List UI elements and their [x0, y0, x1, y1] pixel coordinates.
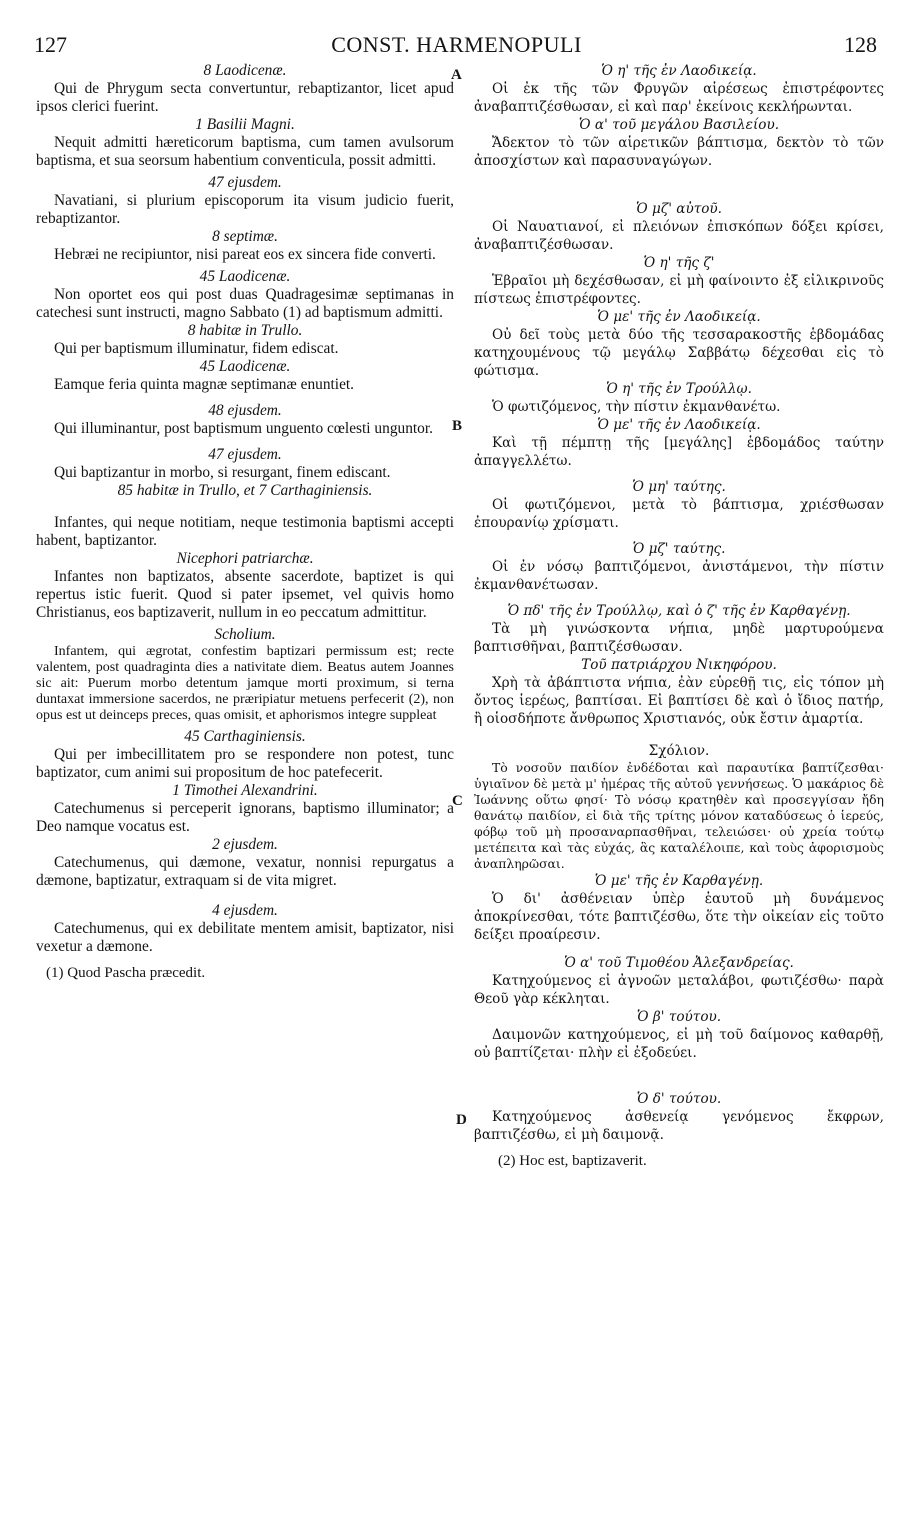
margin-marker-c: C [452, 793, 463, 809]
canon-heading: Ὁ η' τῆς ζ' [643, 255, 715, 271]
canon-heading: Ὁ α' τοῦ μεγάλου Βασιλείου. [578, 117, 780, 133]
canon-heading: 47 ejusdem. [208, 446, 282, 463]
canon-text: Catechumenus, qui dæmone, vexatur, nonnisi repurgatus a dæmone, baptizatur, extraquam si de vita migret. [36, 854, 454, 889]
latin-canon-8 [36, 402, 454, 438]
canon-heading: Ὁ μη' ταύτης. [632, 479, 726, 495]
canon-text: Οἱ ἐκ τῆς τῶν Φρυγῶν αἱρέσεως ἐπιστρέφοντες ἀναβαπτιζέσθωσαν, εἰ καὶ παρ' ἐκείνοις κεκλήρωνται. [474, 81, 884, 115]
canon-text: Ἄδεκτον τὸ τῶν αἱρετικῶν βάπτισμα, δεκτὸν τὸ τῶν ἀποσχίστων καὶ παρασυναγώγων. [474, 135, 884, 169]
margin-marker-d: D [456, 1112, 467, 1128]
canon-text: Ὁ φωτιζόμενος, τὴν πίστιν ἐκμανθανέτω. [492, 399, 781, 415]
canon-heading: 1 Timothei Alexandrini. [172, 782, 318, 799]
greek-canon-6 [474, 380, 884, 416]
canon-text: Infantem, qui ægrotat, confestim baptizari permissum est; recte valentem, post quadraginta dies a nativitate diem. Beatus autem Joannes sic ait: Puerum morbo detentum jamque morti proximum, si terna duntaxat immersione sacerdos, ne præripiatur metuens perfecerit (2), non opus est ut deinceps preces, quas omisit, et aphorismos integre suppleat [36, 644, 454, 723]
footnote-left: (1) Quod Pascha præcedit. [46, 965, 206, 981]
greek-canon-1 [474, 62, 884, 116]
latin-canon-4 [36, 228, 454, 264]
canon-text: Eamque feria quinta magnæ septimanæ enuntiet. [54, 376, 355, 393]
footnote-right: (2) Hoc est, baptizaverit. [498, 1153, 647, 1169]
canon-text: Catechumenus, qui ex debilitate mentem amisit, baptizator, nisi vexetur a dæmone. [36, 920, 454, 955]
greek-canon-15 [474, 1008, 884, 1062]
canon-text: Τὰ μὴ γινώσκοντα νήπια, μηδὲ μαρτυρούμενα βαπτισθῆναι, βαπτιζέσθωσαν. [474, 621, 884, 655]
canon-heading: 8 septimæ. [212, 228, 278, 245]
canon-heading: Ὁ α' τοῦ Τιμοθέου Ἀλεξανδρείας. [564, 955, 794, 971]
greek-canon-2 [474, 116, 884, 170]
latin-column [36, 62, 454, 982]
latin-canon-9 [36, 446, 454, 482]
canon-heading: 8 habitæ in Trullo. [187, 322, 303, 339]
page-number-left: 127 [34, 32, 67, 57]
canon-heading: Scholium. [214, 626, 276, 643]
canon-heading: 45 Laodicenæ. [199, 268, 291, 285]
canon-text: Catechumenus si perceperit ignorans, baptismo illuminator; a Deo namque vocatus est. [36, 800, 454, 835]
canon-text: Οἱ Ναυατιανοί, εἰ πλειόνων ἐπισκόπων δόξει κρίσει, ἀναβαπτιζέσθωσαν. [474, 219, 884, 253]
canon-heading: Ὁ με' τῆς ἐν Καρθαγένῃ. [594, 873, 764, 889]
greek-canon-14 [474, 954, 884, 1008]
canon-text: Hebræi ne recipiuntor, nisi pareat eos ex sincera fide converti. [54, 246, 436, 263]
canon-heading: 45 Carthaginiensis. [184, 728, 306, 745]
greek-canon-7 [474, 416, 884, 470]
page-number-right: 128 [844, 32, 877, 57]
greek-canon-5 [474, 308, 884, 380]
greek-canon-8 [474, 478, 884, 532]
canon-text: Infantes, qui neque notitiam, neque testimonia baptismi accepti habent, baptizantor. [36, 514, 454, 549]
canon-text: Χρὴ τὰ ἀβάπτιστα νήπια, ἐὰν εὑρεθῇ τις, εἰς τόπον μὴ ὄντος ἱερέως, βαπτίσαι. Εἰ βαπτίσει δὲ καὶ ὁ ἴδιος πατήρ, ἢ οἱοσδήποτε ἄνθρωπος Χριστιανός, οὐκ ἔστιν ἁμαρτία. [474, 675, 884, 727]
canon-text: Δαιμονῶν κατηχούμενος, εἰ μὴ τοῦ δαίμονος καθαρθῇ, οὐ βαπτίζεται· πλὴν εἰ ἐξοδεύει. [474, 1027, 884, 1061]
greek-scholium [474, 742, 884, 872]
canon-text: Οὐ δεῖ τοὺς μετὰ δύο τῆς τεσσαρακοστῆς ἑβδομάδας κατηχουμένους τῷ μεγάλῳ Σαββάτῳ δέχεσθαι εἰς τὸ φώτισμα. [474, 327, 884, 379]
canon-text: Qui de Phrygum secta convertuntur, rebaptizantor, licet apud ipsos clerici fuerint. [36, 80, 454, 115]
canon-text: Ὁ δι' ἀσθένειαν ὑπὲρ ἑαυτοῦ μὴ δυνάμενος ἀποκρίνεσθαι, τότε βαπτιζέσθω, ὅτε τὴν οἰκείαν εἰς τοῦτο δείξει προαίρεσιν. [474, 891, 884, 943]
canon-heading: Σχόλιον. [648, 743, 710, 759]
canon-heading: 85 habitæ in Trullo, et 7 Carthaginiensis. [117, 482, 373, 499]
canon-heading: 47 ejusdem. [208, 174, 282, 191]
latin-canon-5 [36, 268, 454, 322]
greek-canon-4 [474, 254, 884, 308]
canon-heading: 8 Laodicenæ. [203, 62, 287, 79]
canon-text: Τὸ νοσοῦν παιδίον ἐνδέδοται καὶ παραυτίκα βαπτίζεσθαι· ὑγιαῖνον δὲ μετὰ μ' ἡμέρας τῆς αὐτοῦ γεννήσεως. Ὁ μακάριος δὲ Ἰωάννης οὕτω φησί· Τὸ νόσῳ κρατηθὲν καὶ προσεγγίσαν ἤδη θανάτῳ παιδίον, εἰ διὰ τῆς τρίτης μόνον καταδύσεως ὁ ἱερεύς, φόβῳ τοῦ μὴ προσαναρπασθῆναι, τελειώσει· οὐ χρεία τούτῳ μετέπειτα καὶ τὰς εὐχάς, ἃς καταλέλοιπε, καὶ τοὺς ἀφορισμοὺς ἀναπληρῶσαι. [474, 760, 884, 871]
canon-heading: Τοῦ πατριάρχου Νικηφόρου. [581, 657, 777, 673]
canon-text: Qui per imbecillitatem pro se respondere non potest, tunc baptizator, cum animi sui propositum de hoc patefecerit. [36, 746, 454, 781]
canon-heading: Ὁ μζ' ταύτης. [632, 541, 726, 557]
canon-heading: Ὁ πδ' τῆς ἐν Τρούλλῳ, καὶ ὁ ζ' τῆς ἐν Καρθαγένῃ. [507, 603, 851, 619]
greek-canon-11 [474, 656, 884, 728]
canon-text: Non oportet eos qui post duas Quadragesimæ septimanas in catechesi sunt instructi, magno Sabbato (1) ad baptismum admitti. [36, 286, 454, 321]
latin-scholium [36, 626, 454, 724]
canon-heading: Ὁ δ' τούτου. [636, 1091, 722, 1107]
greek-canon-13 [474, 872, 884, 944]
latin-canon-7 [36, 358, 454, 394]
canon-heading: Ὁ με' τῆς ἐν Λαοδικείᾳ. [597, 309, 761, 325]
canon-heading: 48 ejusdem. [208, 402, 282, 419]
canon-heading: 2 ejusdem. [212, 836, 278, 853]
canon-heading: Nicephori patriarchæ. [176, 550, 314, 567]
canon-heading: Ὁ η' τῆς ἐν Τρούλλῳ. [606, 381, 752, 397]
canon-heading: 1 Basilii Magni. [195, 116, 295, 133]
greek-canon-9 [474, 540, 884, 594]
latin-canon-16 [36, 902, 454, 956]
canon-text: Οἱ ἐν νόσῳ βαπτιζόμενοι, ἀνιστάμενοι, τὴν πίστιν ἐκμανθανέτωσαν. [474, 559, 884, 593]
canon-text: Ἑβραῖοι μὴ δεχέσθωσαν, εἰ μὴ φαίνοιντο ἐξ εἰλικρινοῦς πίστεως ἐπιστρέφοντες. [474, 273, 884, 307]
canon-text: Navatiani, si plurium episcoporum ita visum judicio fuerit, rebaptizantor. [36, 192, 454, 227]
margin-marker-a: A [451, 67, 462, 83]
canon-text: Qui per baptismum illuminatur, fidem ediscat. [54, 340, 339, 357]
canon-heading: Ὁ β' τούτου. [636, 1009, 722, 1025]
greek-canon-10 [474, 602, 884, 656]
latin-canon-13 [36, 728, 454, 782]
canon-text: Qui baptizantur in morbo, si resurgant, finem ediscant. [54, 464, 391, 481]
canon-heading: Ὁ μζ' αὐτοῦ. [636, 201, 722, 217]
canon-text: Qui illuminantur, post baptismum unguento cœlesti unguntor. [54, 420, 433, 437]
canon-text: Καὶ τῇ πέμπτῃ τῆς [μεγάλης] ἑβδομάδος ταύτην ἀπαγγελλέτω. [474, 435, 884, 469]
canon-heading: 4 ejusdem. [212, 902, 278, 919]
latin-canon-6 [36, 322, 454, 358]
canon-text: Οἱ φωτιζόμενοι, μετὰ τὸ βάπτισμα, χριέσθωσαν ἐπουρανίῳ χρίσματι. [474, 497, 884, 531]
margin-marker-b: B [452, 418, 463, 434]
running-title: CONST. HARMENOPULI [331, 32, 582, 57]
canon-text: Nequit admitti hæreticorum baptisma, cum tamen avulsorum baptisma, et sua seorsum habentium conventicula, possit admitti. [36, 134, 454, 169]
canon-heading: Ὁ η' τῆς ἐν Λαοδικείᾳ. [601, 63, 757, 79]
canon-text: Κατηχούμενος ἀσθενείᾳ γενόμενος ἔκφρων, βαπτιζέσθω, εἰ μὴ δαιμονᾷ. [474, 1109, 884, 1143]
canon-heading: Ὁ με' τῆς ἐν Λαοδικείᾳ. [597, 417, 761, 433]
greek-canon-16 [474, 1090, 884, 1144]
latin-canon-10 [36, 482, 454, 550]
canon-text: Infantes non baptizatos, absente sacerdote, baptizet is qui repertus istic fuerit. Quod si pater ipsemet, vel quivis homo Christianus, eos baptizaverit, nullum in eo peccatum admittitur. [36, 568, 454, 621]
canon-heading: 45 Laodicenæ. [199, 358, 291, 375]
canon-text: Κατηχούμενος εἰ ἀγνοῶν μεταλάβοι, φωτιζέσθω· παρὰ Θεοῦ γὰρ κέκληται. [474, 973, 884, 1007]
latin-canon-11 [36, 550, 454, 622]
page-header [0, 32, 913, 60]
greek-column [474, 62, 884, 1170]
latin-canon-1 [36, 62, 454, 116]
latin-canon-14 [36, 782, 454, 836]
greek-canon-3 [474, 200, 884, 254]
latin-canon-3 [36, 174, 454, 228]
latin-canon-15 [36, 836, 454, 890]
latin-canon-2 [36, 116, 454, 170]
